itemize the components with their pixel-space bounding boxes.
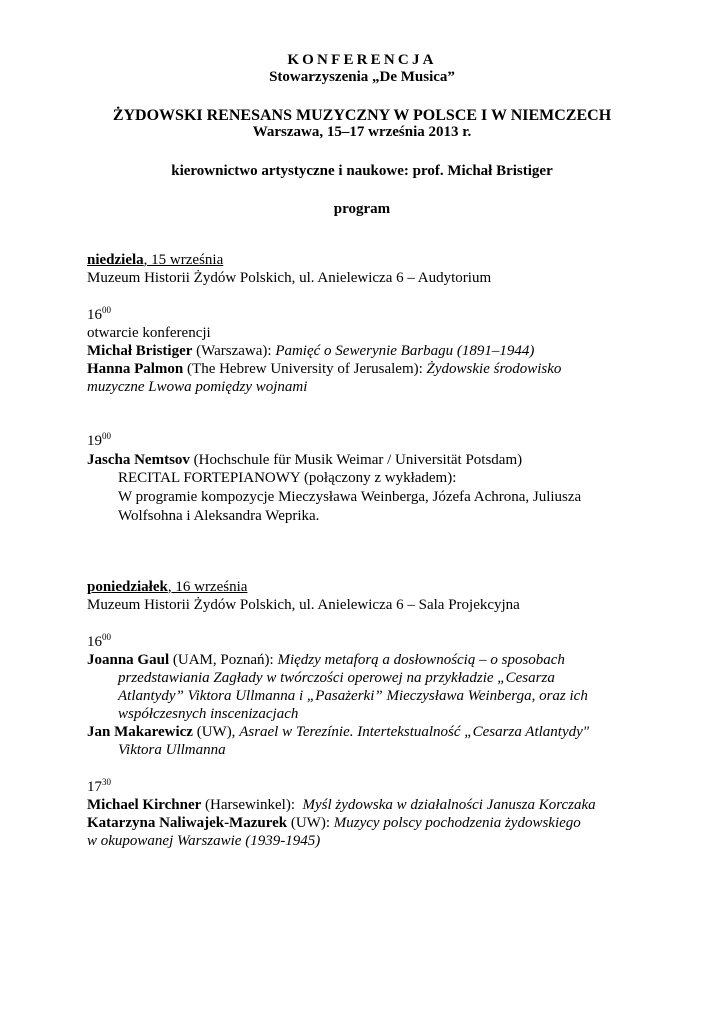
talk-title: Żydowskie środowisko [426,361,562,377]
speaker-affiliation: (Warszawa): [192,343,276,359]
day2-talk2-title-cont: Viktora Ullmanna [118,742,226,758]
day2-name: poniedziałek [87,579,168,595]
time-hour: 17 [87,779,102,795]
day1-talk2-title-cont: muzyczne Lwowa pomiędzy wojnami [87,379,308,395]
organizer-line: Stowarzyszenia „De Musica” [269,69,455,85]
day2-talk1-title-cont3: współczesnych inscenizacjach [118,706,299,722]
day2-venue: Muzeum Historii Żydów Polskich, ul. Anielewicza 6 – Sala Projekcyjna [87,597,520,613]
speaker-affiliation: (The Hebrew University of Jerusalem): [183,361,427,377]
speaker-affiliation: (UAM, Poznań): [169,652,278,668]
program-label: program [333,201,391,217]
direction-line: kierownictwo artystyczne i naukowe: prof. Michał Bristiger [171,163,553,179]
recital-line3: Wolfsohna i Aleksandra Weprika. [118,508,320,524]
day1-date: , 15 września [143,252,224,268]
talk-title: Muzycy polscy pochodzenia żydowskiego [333,815,581,831]
day1-recital [87,451,522,469]
speaker-name: Jascha Nemtsov [87,452,190,468]
time-minutes: 00 [102,431,111,441]
day2-date: , 16 września [167,579,248,595]
day1-talk1 [87,342,534,360]
day2-session1-time [87,633,111,651]
day2-talk1-title-cont1: przedstawiania Zagłady w twórczości operowej na przykładzie „Cesarza [118,670,555,686]
speaker-affiliation: (UW), [192,724,240,740]
time-minutes: 00 [102,305,111,315]
conference-title: ŻYDOWSKI RENESANS MUZYCZNY W POLSCE I W NIEMCZECH [112,107,612,124]
day1-heading [87,251,223,269]
date-place: Warszawa, 15–17 września 2013 r. [252,124,472,140]
day1-opening: otwarcie konferencji [87,325,211,341]
time-minutes: 00 [102,632,111,642]
time-hour: 19 [87,433,102,449]
speaker-name: Katarzyna Naliwajek-Mazurek [87,815,288,831]
speaker-affiliation: (Harsewinkel): [201,797,303,813]
day2-talk4-title-cont: w okupowanej Warszawie (1939-1945) [87,833,321,849]
day2-heading [87,578,247,596]
recital-line2: W programie kompozycje Mieczysława Weinberga, Józefa Achrona, Juliusza [118,489,582,505]
speaker-name: Michael Kirchner [87,797,202,813]
day1-session1-time [87,306,111,324]
talk-title: Pamięć o Sewerynie Barbagu (1891–1944) [275,343,535,359]
speaker-name: Joanna Gaul [87,652,170,668]
day1-venue: Muzeum Historii Żydów Polskich, ul. Anielewicza 6 – Audytorium [87,270,492,286]
talk-title: Myśl żydowska w działalności Janusza Korczaka [302,797,596,813]
time-minutes: 30 [102,777,111,787]
day1-session2-time [87,432,111,450]
day1-talk2 [87,360,561,378]
talk-title: Asrael w Terezínie. Intertekstualność „Cesarza Atlantydy" [239,724,590,740]
day2-talk4 [87,814,581,832]
time-hour: 16 [87,634,102,650]
day2-talk1-title-cont2: Atlantydy” Viktora Ullmanna i „Pasażerki” Mieczysława Weinberga, oraz ich [118,688,588,704]
speaker-name: Michał Bristiger [87,343,193,359]
time-hour: 16 [87,307,102,323]
conference-label: KONFERENCJA [287,52,437,68]
speaker-name: Jan Makarewicz [87,724,193,740]
day2-session2-time [87,778,111,796]
day2-talk3 [87,796,596,814]
speaker-name: Hanna Palmon [87,361,184,377]
talk-title: Między metaforą a dosłownością – o sposobach [277,652,565,668]
day2-talk1 [87,651,565,669]
day2-talk2 [87,723,589,741]
speaker-affiliation: (UW): [287,815,334,831]
speaker-affiliation: (Hochschule für Musik Weimar / Universität Potsdam) [189,452,523,468]
day1-name: niedziela [87,252,144,268]
recital-line1: RECITAL FORTEPIANOWY (połączony z wykładem): [118,470,457,486]
